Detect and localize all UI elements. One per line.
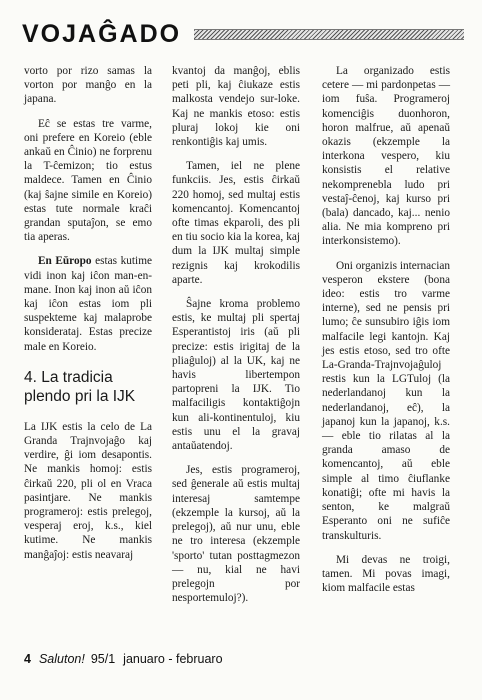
paragraph: Eĉ se estas tre varme, oni prefere en Koreio (eble ankaŭ en Ĉinio) ne forprenu la T-ĉemizon; tio estus maldece. Tamen en Ĉinio (kaj ŝajne simile en Koreio) estas tute normale kraĉi grandan sputaĵon, se emo tia aperas. [24,117,152,244]
paragraph-body: estas kutime vidi inon kaj iĉon man-en-mane. Inon kaj inon aŭ iĉon kaj iĉon estas iom pli suspekteme kaj malaprobe konsiderataj. Estas precize male en Koreio. [24,255,152,353]
paragraph: Jes, estis programeroj, sed ĝenerale aŭ estis multaj interesaj samtempe (ekzemple la kursoj, aŭ la prelegoj), aŭ nur unu, eble ne tro interesa (ekzemple 'sporto' tutan posttagmezon — nu, kial ne havi prelegojn por nesportemuloj?). [172,464,300,605]
paragraph: kvantoj da manĝoj, eblis peti pli, kaj ĉiukaze estis malkosta vendejo sur-loke. Kaj ne mankis etoso: estis pluraj lokoj kie oni renkontiĝis kaj umis. [172,65,300,149]
page-footer [24,652,223,666]
paragraph: Tamen, iel ne plene funkciis. Jes, estis ĉirkaŭ 220 homoj, sed multaj estis komencantoj. Komencantoj ofte timas ekparoli, des pli en tiu socio kia la korea, kaj dum la IJK multaj simple rezignis kaj krokodilis aparte. [172,160,300,286]
magazine-name: Saluton! [38,652,85,666]
paragraph-lead: En Eŭropo [38,255,92,268]
section-title: VOJAĜADO [22,20,182,48]
issue-number: 95/1 [90,652,116,666]
paragraph: Ŝajne kroma problemo estis, ke multaj pli spertaj Esperantistoj iris (aŭ pli precize: estis irigitaj de la pliaĝuloj) al la UK, kaj ne havis libertempon partopreni la IJK. Tio malfaciligis kontaktiĝojn kun ali-kontinentuloj, kiu estis unu el la gravaj antaŭatendoj. [172,298,300,453]
paragraph: La IJK estis la celo de La Granda Trajnvojaĝo kaj verdire, ĝi iom desapontis. Ne mankis homoj: estis ĉirkaŭ 220, pli ol en Vraca pasintjare. Ne mankis programeroj: estis prelegoj, vesperaj eroj, k.s., kiel kutime. Ne mankis manĝaĵoj: estis neavaraj [24,420,152,561]
header-hatched-rule [194,29,464,40]
text-column-2 [172,64,300,605]
section-heading: 4. La tradicia plendo pri la IJK [24,368,136,405]
paragraph: La organizado estis cetere — mi pardonpetas — iom fuŝa. Programeroj komenciĝis duonhoron, horon malfrue, aŭ apenaŭ okazis (ekzemple la interkona vespero, kiu konsistis el relative nekomprenebla ludo pri vestaĵ-ĉenoj, kaj kurso pri (bala) dancado, kaj... nenio alia. Ne mia kompreno pri interkonsistemo). [322,65,450,248]
text-column-3 [322,64,450,595]
paragraph: Oni organizis internacian vesperon ekstere (bona ideo: estis tro varme interne), sed ne pensis pri lumo; ĉe sunsubiro iĝis iom malfacile legi kantojn. Kaj jes estis etoso, sed tro ofte La-Granda-Trajnvojaĝuloj restis kun la LGTuloj (la nederlandanoj kun la nederlandanoj, eĉ), la japanoj kun la japanoj, k.s. — eble tio rilatas al la granda amaso de komencantoj, aŭ eble simple al timo ĉiuflanke konatiĝi; ofte mi havis la senton, ke malgraŭ Esperanto oni ne sufiĉe transkulturis. [322,259,450,542]
paragraph: vorto por rizo samas la vorton por manĝo en la japana. [24,65,152,106]
page-number: 4 [24,652,31,666]
text-column-1 [24,64,152,562]
paragraph [24,254,152,353]
issue-months: januaro - februaro [123,652,223,666]
paragraph: Mi devas ne troigi, tamen. Mi povas imagi, kiom malfacile estas [322,553,450,595]
